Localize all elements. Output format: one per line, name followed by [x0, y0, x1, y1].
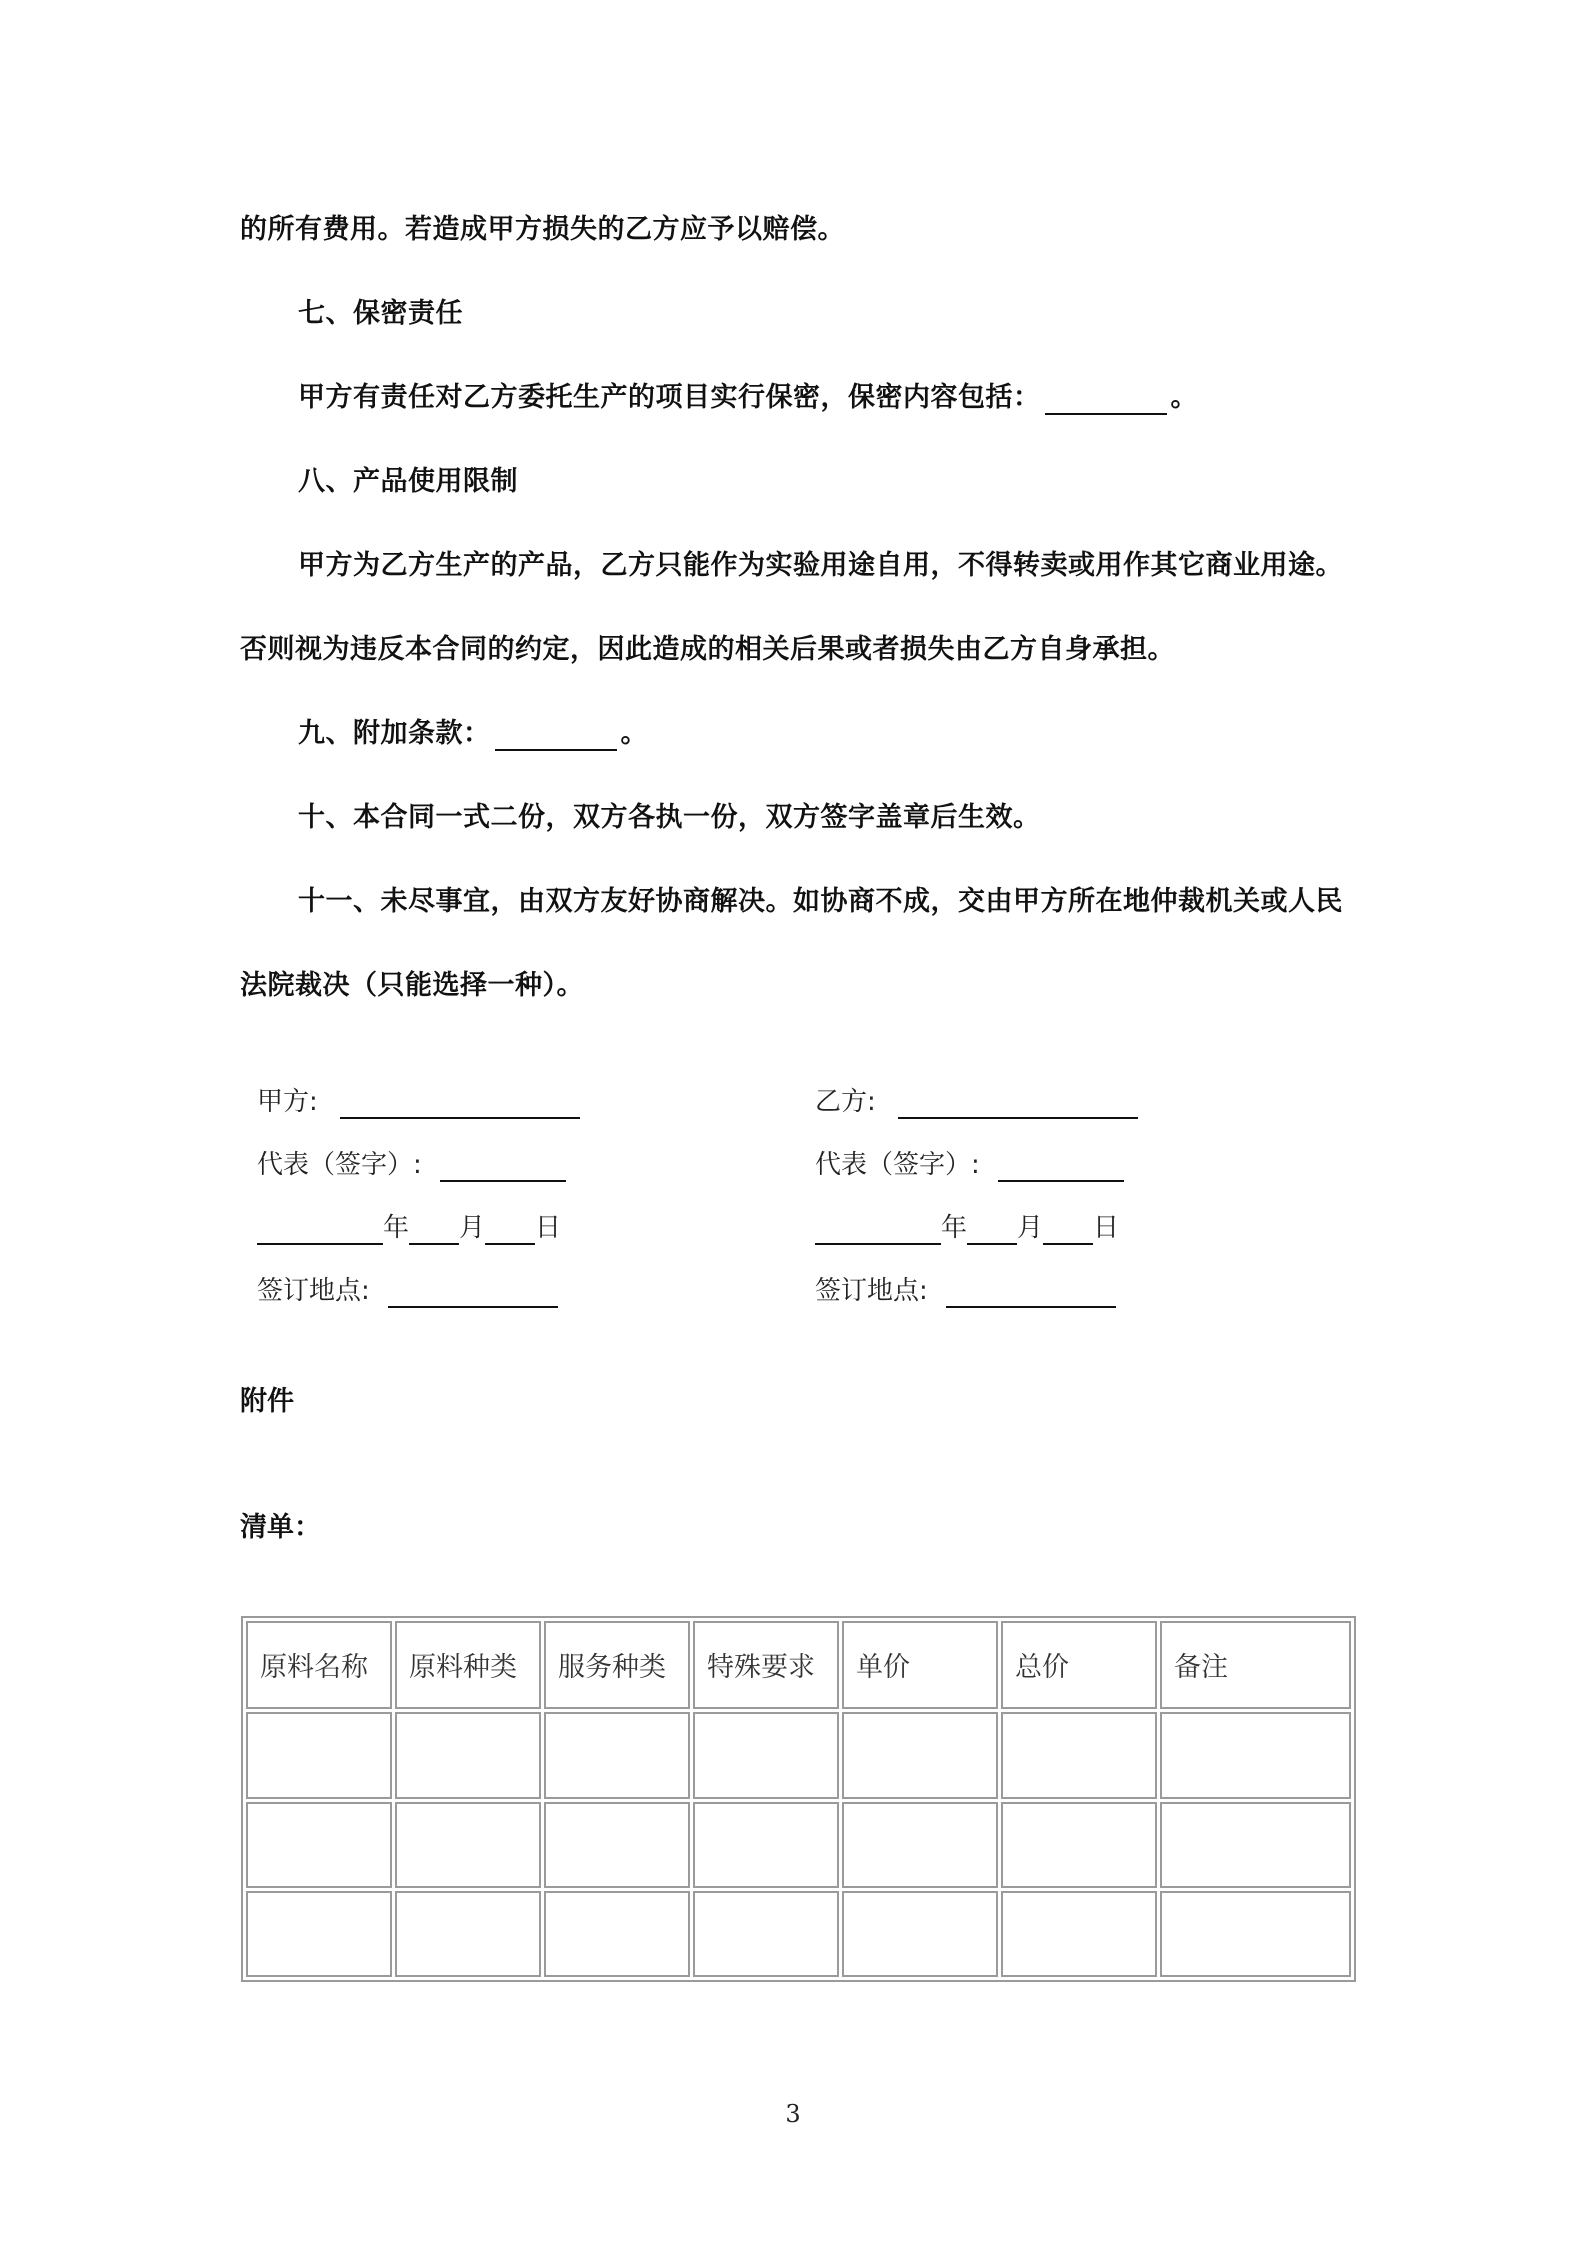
table-cell — [544, 1891, 690, 1977]
party-b-date-field — [815, 1211, 1119, 1245]
table-cell — [246, 1802, 392, 1888]
party-a-place-blank — [388, 1280, 558, 1308]
party-a-rep-field — [257, 1148, 570, 1182]
table-cell — [842, 1802, 998, 1888]
party-a-label: 甲方: — [257, 1087, 318, 1117]
party-b-day-blank — [1043, 1217, 1093, 1245]
table-cell — [395, 1712, 541, 1798]
party-b-blank — [898, 1091, 1138, 1119]
clause-7-end: 。 — [1170, 382, 1198, 413]
day-label: 日 — [535, 1213, 562, 1243]
party-b-rep-label: 代表（签字）: — [815, 1150, 980, 1180]
table-cell — [1160, 1712, 1351, 1798]
clause-9-body: 九、附加条款： — [298, 718, 491, 749]
clause-10: 十、本合同一式二份，双方各执一份，双方签字盖章后生效。 — [298, 802, 1041, 833]
party-a-rep-blank — [440, 1154, 566, 1182]
list-title: 清单： — [240, 1512, 321, 1543]
table-cell — [1001, 1712, 1157, 1798]
clause-8-text-1: 甲方为乙方生产的产品，乙方只能作为实验用途自用，不得转卖或用作其它商业用途。 — [298, 550, 1343, 581]
party-b-label: 乙方: — [815, 1087, 876, 1117]
party-b-year-blank — [815, 1217, 941, 1245]
table-cell — [842, 1891, 998, 1977]
table-cell — [1001, 1891, 1157, 1977]
table-cell — [395, 1802, 541, 1888]
party-b-month-blank — [967, 1217, 1017, 1245]
table-header-cell: 单价 — [842, 1621, 998, 1709]
party-a-day-blank — [485, 1217, 535, 1245]
party-b-place-blank — [946, 1280, 1116, 1308]
month-label: 月 — [1017, 1213, 1044, 1243]
table-cell — [1160, 1891, 1351, 1977]
party-a-field — [257, 1085, 584, 1119]
clause-9 — [298, 717, 648, 751]
party-b-rep-blank — [998, 1154, 1124, 1182]
table-header-cell: 总价 — [1001, 1621, 1157, 1709]
confidential-content-blank — [1045, 385, 1167, 415]
month-label: 月 — [459, 1213, 486, 1243]
table-cell — [842, 1712, 998, 1798]
table-cell — [246, 1712, 392, 1798]
table-cell — [693, 1891, 839, 1977]
continuation-line: 的所有费用。若造成甲方损失的乙方应予以赔偿。 — [240, 214, 845, 245]
table-cell — [395, 1891, 541, 1977]
party-b-field — [815, 1085, 1142, 1119]
clause-7-body: 甲方有责任对乙方委托生产的项目实行保密，保密内容包括： — [298, 382, 1041, 413]
party-a-date-field — [257, 1211, 561, 1245]
party-a-place-label: 签订地点: — [257, 1276, 370, 1306]
year-label: 年 — [383, 1213, 410, 1243]
clause-9-end: 。 — [620, 718, 648, 749]
clause-8-title: 八、产品使用限制 — [298, 466, 518, 497]
party-a-rep-label: 代表（签字）: — [257, 1150, 422, 1180]
clause-8-text-2: 否则视为违反本合同的约定，因此造成的相关后果或者损失由乙方自身承担。 — [240, 634, 1175, 665]
table-cell — [693, 1712, 839, 1798]
clause-11-text-2: 法院裁决（只能选择一种）。 — [240, 970, 584, 1001]
day-label: 日 — [1093, 1213, 1120, 1243]
party-a-place-field — [257, 1274, 562, 1308]
party-a-blank — [340, 1091, 580, 1119]
party-b-place-field — [815, 1274, 1120, 1308]
table-header-cell: 服务种类 — [544, 1621, 690, 1709]
clause-11-text-1: 十一、未尽事宜，由双方友好协商解决。如协商不成，交由甲方所在地仲裁机关或人民 — [298, 886, 1343, 917]
party-b-rep-field — [815, 1148, 1128, 1182]
party-a-year-blank — [257, 1217, 383, 1245]
party-b-place-label: 签订地点: — [815, 1276, 928, 1306]
clause-7-title: 七、保密责任 — [298, 298, 463, 329]
table-cell — [1001, 1802, 1157, 1888]
clause-7-text — [298, 381, 1198, 415]
table-cell — [693, 1802, 839, 1888]
table-cell — [544, 1802, 690, 1888]
table-header-cell: 原料名称 — [246, 1621, 392, 1709]
table-cell — [1160, 1802, 1351, 1888]
additional-terms-blank — [495, 721, 617, 751]
table-row — [246, 1891, 1351, 1977]
table-row — [246, 1802, 1351, 1888]
attachment-title: 附件 — [240, 1386, 294, 1417]
year-label: 年 — [941, 1213, 968, 1243]
table-row — [246, 1712, 1351, 1798]
table-cell — [246, 1891, 392, 1977]
table-header-cell: 备注 — [1160, 1621, 1351, 1709]
page-number: 3 — [785, 2100, 801, 2128]
table-header-cell: 特殊要求 — [693, 1621, 839, 1709]
materials-list-table — [241, 1616, 1356, 1982]
table-cell — [544, 1712, 690, 1798]
party-a-month-blank — [409, 1217, 459, 1245]
table-header-cell: 原料种类 — [395, 1621, 541, 1709]
table-header-row — [246, 1621, 1351, 1709]
